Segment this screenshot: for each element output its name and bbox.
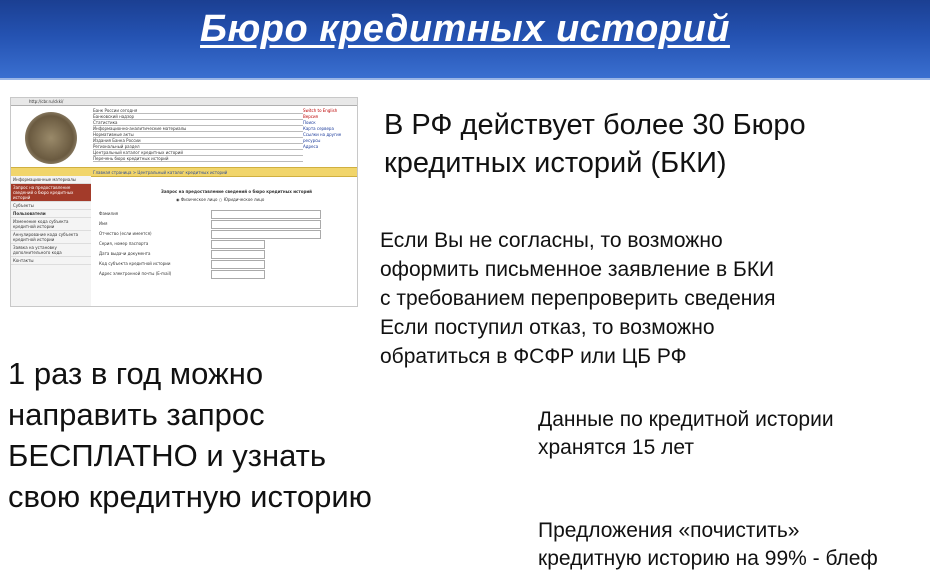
site-right-link: Карта сервера: [303, 126, 334, 131]
text-line: хранятся 15 лет: [538, 436, 694, 459]
form-label: Отчество (если имеется): [99, 231, 152, 236]
text-line: кредитных историй (БКИ): [384, 147, 727, 179]
form-label: Серия, номер паспорта: [99, 241, 149, 246]
site-nav-item: Субъекты: [11, 202, 91, 210]
site-nav-item: Пользователи: [11, 210, 91, 218]
site-radio-group: [176, 197, 264, 202]
site-right-link: Ссылки на другие ресурсы: [303, 132, 342, 143]
site-link: Перечень бюро кредитных историй: [93, 156, 303, 162]
site-right-link: Switch to English: [303, 108, 338, 113]
site-link: Банковский надзор: [93, 114, 303, 120]
bank-emblem-icon: [25, 112, 77, 164]
text-line: БЕСПЛАТНО и узнать: [8, 438, 327, 473]
form-field: [211, 250, 265, 259]
text-line: с требованием перепроверить сведения: [380, 287, 776, 310]
form-row: [99, 240, 349, 250]
form-row: [99, 210, 349, 220]
radio-icon: ○: [218, 197, 223, 202]
site-form: [99, 210, 349, 280]
site-nav-item: Изменение кода субъекта кредитной истории: [11, 218, 91, 231]
form-label: Фамилия: [99, 211, 119, 216]
form-row: [99, 250, 349, 260]
form-field: [211, 260, 265, 269]
site-link: Издания Банка России: [93, 138, 303, 144]
cleanup-bluff-text: [538, 517, 930, 573]
site-form-title: Запрос на предоставление сведений о бюро кредитных историй: [161, 189, 312, 194]
form-label: Код субъекта кредитной истории: [99, 261, 171, 266]
site-nav-item: Контакты: [11, 257, 91, 265]
radio-icon: ◉: [176, 197, 180, 202]
form-field: [211, 220, 321, 229]
dispute-text: [380, 226, 900, 371]
website-screenshot: [10, 97, 358, 307]
form-field: [211, 270, 265, 279]
site-link: Нормативные акты: [93, 132, 303, 138]
retention-text: [538, 406, 918, 462]
form-label: Дата выдачи документа: [99, 251, 151, 256]
browser-url: http://cbr.ru/ckki/: [29, 99, 64, 104]
site-link: Центральный каталог кредитных историй: [93, 150, 303, 156]
form-row: [99, 220, 349, 230]
site-left-nav: [11, 176, 91, 306]
text-line: обратиться в ФСФР или ЦБ РФ: [380, 345, 687, 368]
text-line: Предложения «почистить»: [538, 519, 800, 542]
radio-label: Юридическое лицо: [223, 197, 265, 202]
site-link: Региональный раздел: [93, 144, 303, 150]
text-line: Если Вы не согласны, то возможно: [380, 229, 723, 252]
slide-header: [0, 0, 930, 80]
site-breadcrumb: Главная страница > Центральный каталог кредитных историй: [93, 170, 228, 175]
site-right-links: [303, 108, 355, 150]
site-link: Информационно-аналитические материалы: [93, 126, 303, 132]
site-link: Статистика: [93, 120, 303, 126]
text-line: Данные по кредитной истории: [538, 408, 834, 431]
form-row: [99, 270, 349, 280]
text-line: 1 раз в год можно: [8, 356, 264, 391]
text-line: оформить письменное заявление в БКИ: [380, 258, 775, 281]
form-label: Адрес электронной почты (E-mail): [99, 271, 172, 276]
text-line: Если поступил отказ, то возможно: [380, 316, 715, 339]
site-nav-item: Заявка на установку дополнительного кода: [11, 244, 91, 257]
text-line: кредитную историю на 99% - блеф: [538, 547, 878, 570]
text-line: свою кредитную историю: [8, 479, 372, 514]
site-top-links: [93, 108, 303, 162]
bki-count-text: [384, 106, 904, 182]
form-field: [211, 240, 265, 249]
site-right-link: Поиск: [303, 120, 316, 125]
site-right-link: Версия: [303, 114, 318, 119]
text-line: В РФ действует более 30 Бюро: [384, 109, 806, 141]
slide-title: Бюро кредитных историй: [200, 8, 730, 50]
site-nav-item-active: Запрос на предоставление сведений о бюро кредитных историй: [11, 184, 91, 202]
form-field: [211, 230, 321, 239]
text-line: направить запрос: [8, 397, 265, 432]
form-row: [99, 260, 349, 270]
free-request-text: [8, 353, 448, 517]
form-row: [99, 230, 349, 240]
radio-label: Физическое лицо: [180, 197, 218, 202]
site-nav-item: Аннулирование кода субъекта кредитной истории: [11, 231, 91, 244]
form-field: [211, 210, 321, 219]
browser-address-bar: [11, 98, 357, 106]
site-right-link: Адреса: [303, 144, 319, 149]
form-label: Имя: [99, 221, 108, 226]
site-nav-item: Информационные материалы: [11, 176, 91, 184]
site-link: Банк России сегодня: [93, 108, 303, 114]
